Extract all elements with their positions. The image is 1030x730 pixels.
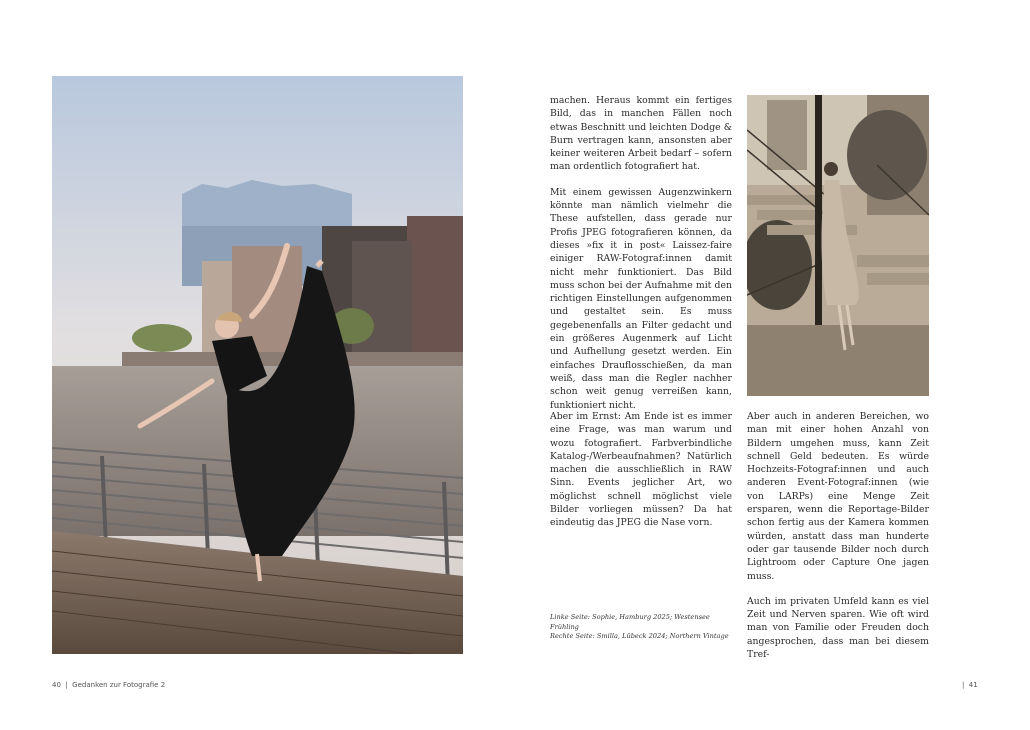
paragraph: Auch im privaten Umfeld kann es viel Zeit und Nerven sparen. Wie oft wird man von Familie oder Freuden doch angesprochen, dass man bei diesem Tref- [747,595,929,661]
left-page-photo [52,76,463,654]
footer-left-page-number: 40 | Gedanken zur Fotografie 2 [52,681,166,689]
text-column-bottom-left [550,410,732,542]
text-column-top [550,94,732,424]
paragraph: machen. Heraus kommt ein fertiges Bild, das in manchen Fällen noch etwas Beschnitt und leichten Dodge & Burn vertragen kann, ansonsten aber keiner weiteren Arbeit bedarf – sofern man ordentlich fotografiert hat. [550,95,732,173]
photo-captions [550,613,740,642]
footer-right-page-number: | 41 [962,681,978,689]
right-page-photo [747,95,929,396]
dancer-stairs-image [747,95,929,396]
text-column-bottom-right [747,410,929,673]
paragraph: Aber auch in anderen Bereichen, wo man mit einer hohen Anzahl von Bildern umgehen muss, kann Zeit schnell Geld bedeuten. Es würde Hochzeits-Fotograf:innen und auch anderen Event-Fotograf:innen (wie von LARPs) eine Menge Zeit ersparen, wenn die Reportage-Bilder schon fertig aus der Kamera kommen würden, anstatt dass man hunderte oder gar tausende Bilder noch durch Lightroom oder Capture One jagen muss. [747,411,929,582]
caption-left: Linke Seite: Sophie, Hamburg 2025; Westensee Frühling [550,613,710,631]
paragraph: Aber im Ernst: Am Ende ist es immer eine Frage, was man warum und wozu fotografiert. Farbverbindliche Katalog-/Werbeaufnahmen? Natürlich machen die ausschließlich in RAW Sinn. Events jeglicher Art, wo möglichst schnell möglichst viele Bilder vorliegen müssen? Da hat eindeutig das JPEG die Nase vorn. [550,411,732,529]
caption-right: Rechte Seite: Smilla, Lübeck 2024; Northern Vintage [550,632,729,641]
dancer-harbor-image [52,76,463,654]
paragraph: Mit einem gewissen Augenzwinkern könnte man nämlich vielmehr die These aufstellen, dass gerade nur Profis JPEG fotografieren können, da dieses »fix it in post« Laissez-faire einiger RAW-Fotograf:innen damit nicht mehr funktioniert. Das Bild muss schon bei der Aufnahme mit den richtigen Einstellungen aufgenommen und gestaltet sein. Es muss gegebenenfalls an Filter gedacht und ein größeres Augenmerk auf Licht und Aufhellung gesetzt werden. Ein einfaches Drauflosschießen, da man weiß, dass man die Regler nachher schon weit genug verreißen kann, funktioniert nicht. [550,186,732,411]
